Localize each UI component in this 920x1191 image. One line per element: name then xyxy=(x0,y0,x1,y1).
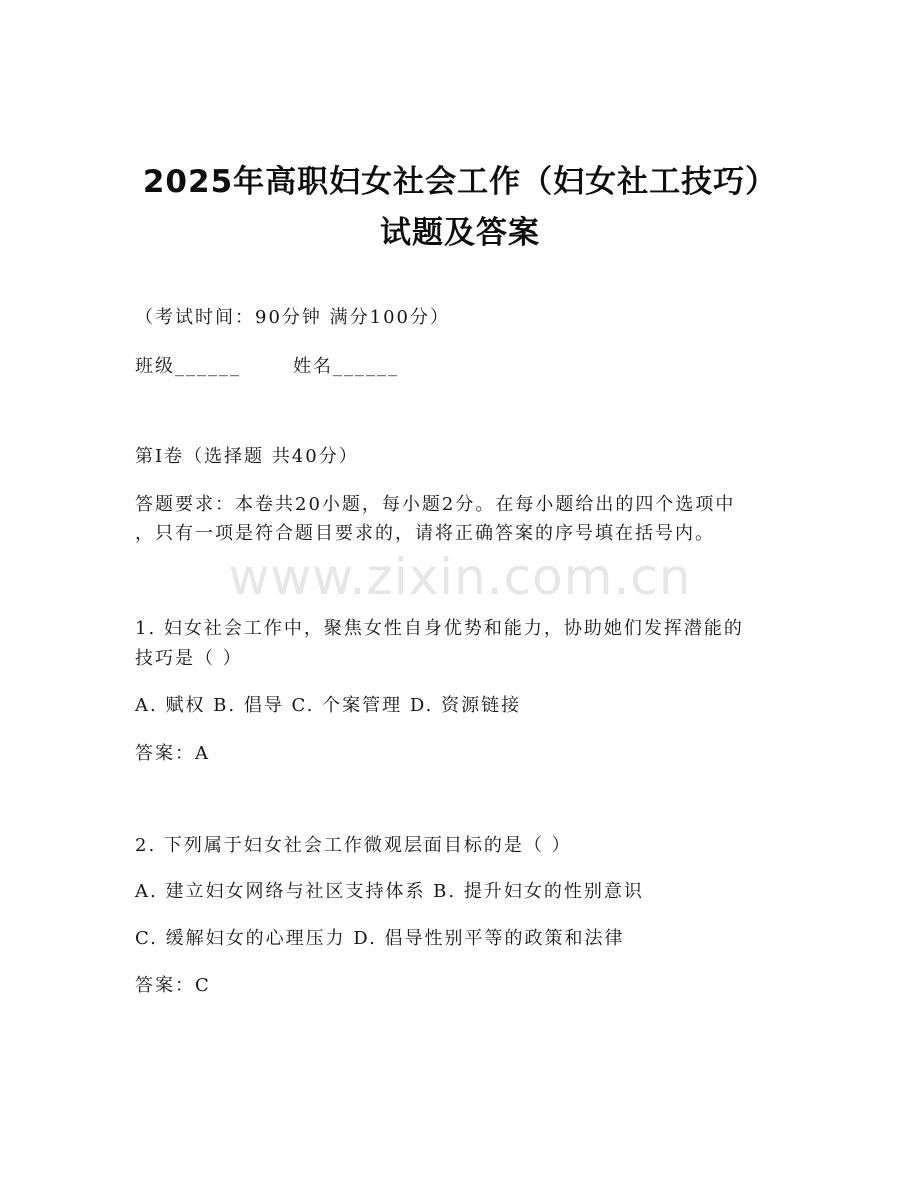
student-fields xyxy=(135,352,399,378)
name-field-label: 姓名______ xyxy=(293,356,399,377)
instructions-line2: ，只有一项是符合题目要求的，请将正确答案的序号填在括号内。 xyxy=(135,523,715,544)
question-1-answer: 答案：A xyxy=(135,743,210,764)
question-2-options-line1: A. 建立妇女网络与社区支持体系 B. 提升妇女的性别意识 xyxy=(135,881,644,902)
question-2-stem: 2. 下列属于妇女社会工作微观层面目标的是（ ） xyxy=(135,835,572,856)
watermark: www.zixin.com.cn xyxy=(228,548,692,606)
question-1-stem-line1: 1. 妇女社会工作中，聚焦女性自身优势和能力，协助她们发挥潜能的 xyxy=(135,618,744,639)
instructions-line1: 答题要求：本卷共20小题，每小题2分。在每小题给出的四个选项中 xyxy=(135,494,736,515)
exam-info: （考试时间：90分钟 满分100分） xyxy=(135,307,450,328)
document-title-line2: 试题及答案 xyxy=(380,215,540,251)
document-title-line1: 2025年高职妇女社会工作（妇女社工技巧） xyxy=(142,164,778,200)
question-2-options-line2: C. 缓解妇女的心理压力 D. 倡导性别平等的政策和法律 xyxy=(135,928,625,949)
question-1-options: A. 赋权 B. 倡导 C. 个案管理 D. 资源链接 xyxy=(135,695,522,716)
question-2-answer: 答案：C xyxy=(135,975,211,996)
section-heading: 第I卷（选择题 共40分） xyxy=(135,446,359,467)
class-field-label: 班级______ xyxy=(135,356,241,377)
question-1-stem-line2: 技巧是（ ） xyxy=(135,648,243,669)
